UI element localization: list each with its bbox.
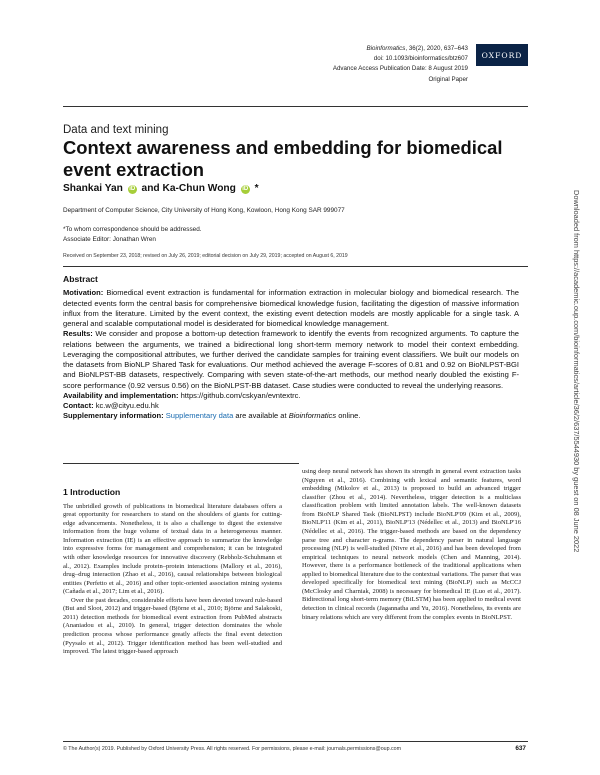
author-2: Ka-Chun Wong — [162, 183, 236, 194]
journal-name: Bioinformatics — [366, 45, 406, 52]
submission-dates: Received on September 23, 2018; revised on July 26, 2019; editorial decision on July 29, 2019; accepted on August 6, 2019 — [63, 253, 348, 259]
abstract-supplementary — [63, 411, 519, 421]
author-1: Shankai Yan — [63, 183, 123, 194]
orcid-icon[interactable]: iD — [129, 186, 136, 192]
download-watermark: Downloaded from https://academic.oup.com/bioinformatics/article/36/2/637/5544930 by guest on 08 June 2022 — [572, 190, 581, 553]
abstract-results — [63, 329, 519, 391]
corresponding-mark: * — [254, 183, 259, 194]
page-number: 637 — [515, 745, 526, 752]
motivation-text: Biomedical event extraction is fundamental for information extraction in molecular biology and biomedical research. The detected events form the central basis for comprehensive biomedical knowledge fusion, facilitating the digestion of massive information influx from the literature. Limited by the event context, the existing event detection models are mostly applicable for a single task. A general and scalable computational model is desiderated for biomedical knowledge management. — [63, 288, 519, 328]
doi[interactable]: doi: 10.1093/bioinformatics/btz607 — [373, 55, 468, 63]
intro-right-column — [302, 468, 521, 622]
abstract-top-rule — [63, 266, 528, 267]
correspondence-note: *To whom correspondence should be addressed. — [63, 226, 202, 233]
contact-email[interactable]: kc.w@cityu.edu.hk — [95, 401, 159, 410]
affiliation: Department of Computer Science, City University of Hong Kong, Kowloon, Hong Kong SAR 999077 — [63, 207, 345, 214]
orcid-icon[interactable]: iD — [242, 186, 249, 192]
intro-paragraph-1: The unbridled growth of publications in biomedical literature databases offers a great opportunity for researchers to stand on the shoulders of giants for cutting-edge advancements. Nonetheless, it is also a challenge to digest the extensive information from the huge volume of textual data in a heterogeneous manner. Information extraction (IE) is an effective approach to summarize the knowledge into expressive forms for management and comprehension; it can be integrated with other knowledge resources for innovative discovery (Rebholz-Schuhmann et al., 2012). Examples include protein–protein interactions (Mallory et al., 2016), drug–drug interaction (Zhao et al., 2016), causal relationships between biological entities (Perfetto et al., 2016) and other topic-oriented association mining systems (Cañada et al., 2017; Lim et al., 2016). — [63, 502, 282, 596]
journal-volume: , 36(2), 2020, 637–643 — [405, 45, 468, 52]
supplementary-mid: are available at — [235, 411, 287, 421]
abstract-motivation — [63, 288, 519, 329]
intro-heading: 1 Introduction — [63, 487, 121, 497]
journal-metadata — [148, 44, 468, 85]
abstract-contact — [63, 401, 519, 411]
supplementary-journal: Bioinformatics — [288, 411, 337, 421]
associate-editor: Associate Editor: Jonathan Wren — [63, 236, 156, 243]
paper-title: Context awareness and embedding for biomedical event extraction — [63, 137, 503, 180]
abstract-bottom-rule — [63, 463, 299, 464]
abstract — [63, 274, 519, 422]
article-type: Original Paper — [428, 75, 468, 83]
supplementary-end: online. — [338, 411, 361, 421]
journal-citation — [148, 44, 468, 54]
header-rule — [63, 106, 528, 107]
abstract-availability — [63, 391, 519, 401]
supplementary-label: Supplementary information: — [63, 411, 164, 421]
availability-link[interactable]: https://github.com/cskyan/evntextrc. — [180, 390, 301, 400]
advance-access-date: Advance Access Publication Date: 8 August 2019 — [332, 65, 468, 73]
intro-left-column — [63, 488, 282, 657]
author-list — [63, 183, 259, 194]
results-label: Results: — [63, 329, 93, 339]
footer-rule — [63, 741, 528, 742]
abstract-heading: Abstract — [63, 274, 98, 284]
availability-label: Availability and implementation: — [63, 390, 179, 400]
results-text: We consider and propose a bottom-up detection framework to identify the events from recognized arguments. To capture the relations between the arguments, we trained a bidirectional long short-term memory network to model their context embedding. Leveraging the compositional attributes, we further derived the candidate samples for training event classifiers. We built our models on the datasets from BioNLP Shared Task for evaluations. Our method achieved the average F-scores of 0.81 and 0.92 on BioNLPST-BGI and BioNLPST-BB datasets, respectively. Comparing with seven state-of-the-art methods, our method nearly doubled the existing F-score performance (0.92 versus 0.56) on the BioNLPST-BB dataset. Case studies were conducted to reveal the underlying reasons. — [63, 329, 519, 390]
motivation-label: Motivation: — [63, 288, 104, 298]
intro-paragraph-3: using deep neural network has shown its strength in general event extraction tasks (Nguyen et al., 2016). Combining with lexical and semantic features, word embedding (Mikolov et al., 2013) is proposed to build an advanced trigger classifier (Zhou et al., 2014). Nevertheless, trigger detection is a multiclass classification problem with limited annotation labels. The well-known datasets from BioNLP Shared Task (BioNLPST) include BioNLP'09 (Kim et al., 2009), BioNLP'11 (Kim et al., 2011), BioNLP'13 (Nédellec et al., 2013) and BioNLP'16 (Nédellec et al., 2016). The trigger-based methods are based on the dependency parse tree and character n-grams. The dependency parser in natural language processing (NLP) is well-studied (Nivre et al., 2016) and has been developed from empirical techniques to neural network models (Chen and Manning, 2014). However, there is a performance bottleneck of the traditional applications when applied to biomedical literature due to the contextual variations. The parser that was developed specifically for biomedical text mining (BioNLP) such as McCCJ (McClosky and Charniak, 2008) is necessary for biomedical IE (Luo et al., 2017). Bidirectional long short-term memory (BiLSTM) has been applied to medical event detection in clinical records (Jagannatha and Yu, 2016). Nonetheless, its events are binary relations which are very different from the complex events in BioNLPST. — [302, 468, 521, 621]
section-label: Data and text mining — [63, 124, 169, 136]
copyright-footer: © The Author(s) 2019. Published by Oxford University Press. All rights reserved. For permissions, please e-mail: journals.permissions@oup.com — [63, 746, 402, 752]
author-conjunction: and — [141, 183, 160, 194]
intro-paragraph-2: Over the past decades, considerable efforts have been devoted toward rule-based (Bui and Sloot, 2012) and trigger-based (Björne et al., 2010; Björne and Salakoski, 2011) detection methods for biomedical event extraction from PubMed abstracts (Ananiadou et al., 2010). In general, trigger detection dominates the whole prediction process whose performance greatly affects the final event detection (Pyysalo et al., 2012). Trigger identification method has been well-studied and improved. The latest trigger-based approach — [63, 596, 282, 656]
contact-label: Contact: — [63, 401, 94, 410]
supplementary-link[interactable]: Supplementary data — [165, 411, 234, 421]
oxford-logo: OXFORD — [476, 44, 528, 66]
